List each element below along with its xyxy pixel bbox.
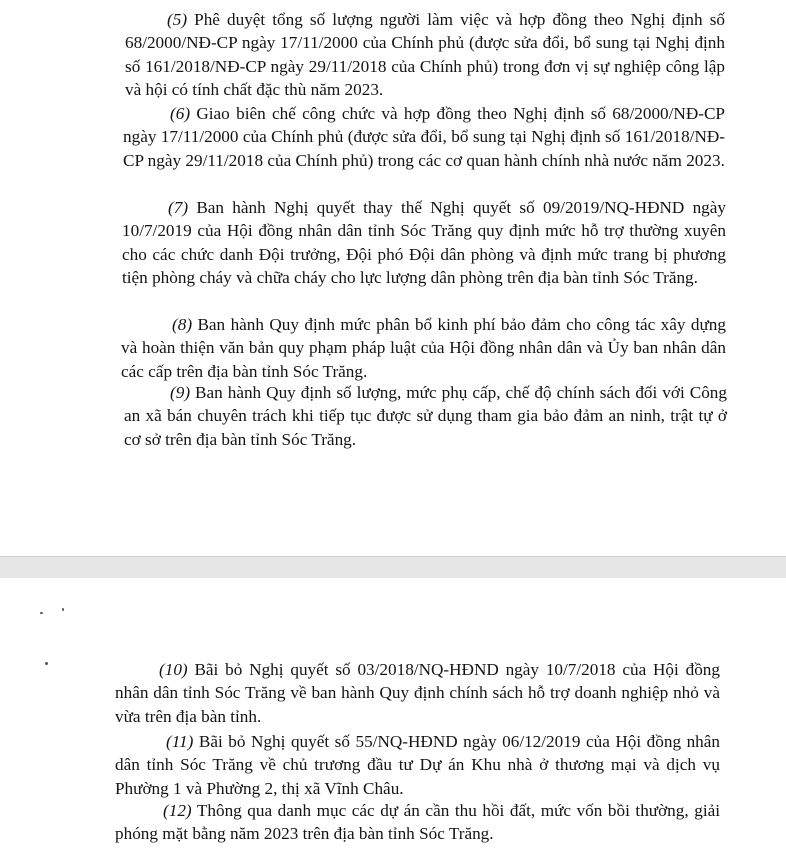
paragraph-6 (123, 102, 725, 172)
paragraph-number: (10) (159, 660, 188, 679)
paragraph-12 (115, 799, 720, 846)
paragraph-5 (125, 8, 725, 102)
paragraph-number: (6) (170, 104, 191, 123)
paragraph-number: (5) (167, 10, 188, 29)
paragraph-number: (12) (163, 801, 192, 820)
paragraph-number: (7) (168, 198, 189, 217)
page-separator (0, 556, 786, 580)
paragraph-10 (115, 658, 720, 728)
scan-speck (62, 608, 64, 611)
paragraph-text: Thông qua danh mục các dự án cần thu hồi đất, mức vốn bồi thường, giải phóng mặt bằng năm 2023 trên địa bàn tỉnh Sóc Trăng. (115, 801, 720, 844)
paragraph-number: (9) (170, 383, 191, 402)
paragraph-text: Giao biên chế công chức và hợp đồng theo Nghị định số 68/2000/NĐ-CP ngày 17/11/2000 của Chính phủ (được sửa đổi, bổ sung tại Nghị định số 161/2018/NĐ-CP ngày 29/11/2018 của Chính phủ) trong các cơ quan hành chính nhà nước năm 2023. (123, 104, 725, 170)
paragraph-text: Ban hành Quy định số lượng, mức phụ cấp, chế độ chính sách đối với Công an xã bán chuyên trách khi tiếp tục được sử dụng tham gia bảo đảm an ninh, trật tự ở cơ sở trên địa bàn tỉnh Sóc Trăng. (124, 383, 727, 449)
paragraph-number: (8) (172, 315, 193, 334)
document-page-2 (0, 578, 786, 858)
paragraph-9 (124, 381, 727, 451)
paragraph-number: (11) (166, 732, 194, 751)
paragraph-11 (115, 730, 720, 800)
paragraph-8 (121, 313, 726, 383)
scan-speck (40, 612, 43, 614)
paragraph-text: Bãi bỏ Nghị quyết số 55/NQ-HĐND ngày 06/12/2019 của Hội đồng nhân dân tỉnh Sóc Trăng về chủ trương đầu tư Dự án Khu nhà ở thương mại và dịch vụ Phường 1 và Phường 2, thị xã Vĩnh Châu. (115, 732, 720, 798)
paragraph-text: Ban hành Quy định mức phân bổ kinh phí bảo đảm cho công tác xây dựng và hoàn thiện văn bản quy phạm pháp luật của Hội đồng nhân dân và Ủy ban nhân dân các cấp trên địa bàn tỉnh Sóc Trăng. (121, 315, 726, 381)
paragraph-text: Phê duyệt tổng số lượng người làm việc và hợp đồng theo Nghị định số 68/2000/NĐ-CP ngày 17/11/2000 của Chính phủ (được sửa đổi, bổ sung tại Nghị định số 161/2018/NĐ-CP ngày 29/11/2018 của Chính phủ) trong đơn vị sự nghiệp công lập và hội có tính chất đặc thù năm 2023. (125, 10, 725, 100)
scan-speck (45, 662, 48, 665)
paragraph-text: Bãi bỏ Nghị quyết số 03/2018/NQ-HĐND ngày 10/7/2018 của Hội đồng nhân dân tỉnh Sóc Trăng về ban hành Quy định chính sách hỗ trợ doanh nghiệp nhỏ và vừa trên địa bàn tỉnh. (115, 660, 720, 726)
paragraph-7 (122, 196, 726, 290)
paragraph-text: Ban hành Nghị quyết thay thế Nghị quyết số 09/2019/NQ-HĐND ngày 10/7/2019 của Hội đồng nhân dân tỉnh Sóc Trăng quy định mức hỗ trợ thường xuyên cho các chức danh Đội trưởng, Đội phó Đội dân phòng và định mức trang bị phương tiện phòng cháy và chữa cháy cho lực lượng dân phòng trên địa bàn tỉnh Sóc Trăng. (122, 198, 726, 288)
